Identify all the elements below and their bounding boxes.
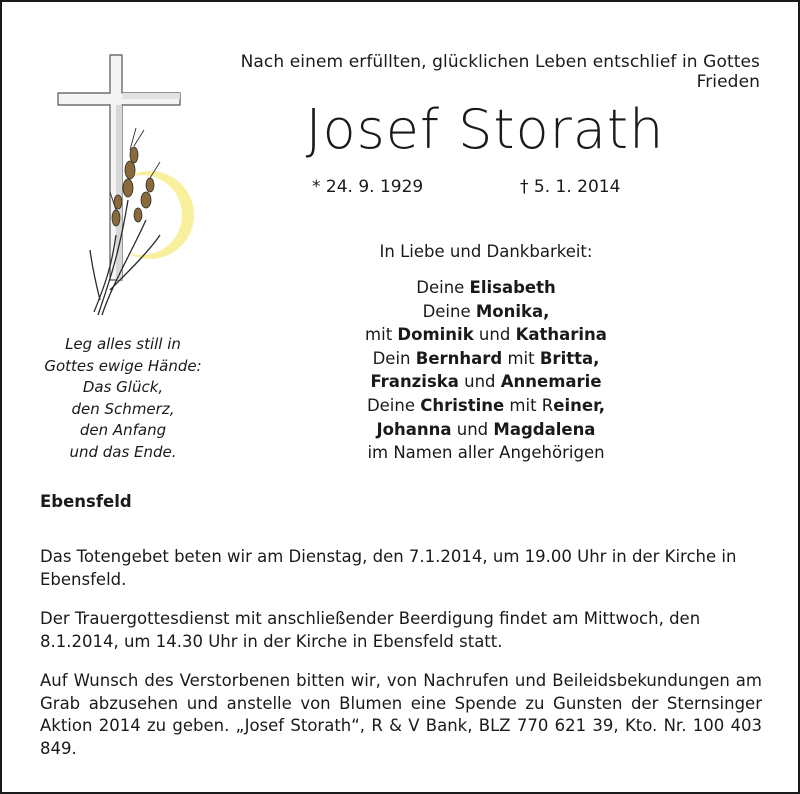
signer-line bbox=[300, 347, 672, 371]
deceased-name: Josef Storath bbox=[305, 98, 665, 161]
poem-line: Gottes ewige Hände: bbox=[44, 356, 202, 375]
intro-text: Nach einem erfüllten, glücklichen Leben entschlief in Gottes Frieden bbox=[240, 52, 760, 92]
signer-line bbox=[300, 418, 672, 442]
signer-connector: mit R bbox=[504, 395, 554, 415]
signers-list bbox=[300, 276, 672, 465]
signer-name: Christine bbox=[420, 395, 505, 415]
thanks-intro: In Liebe und Dankbarkeit: bbox=[379, 242, 593, 261]
signer-prefix: Deine bbox=[422, 301, 476, 321]
signer-name: Elisabeth bbox=[469, 278, 556, 297]
place-name: Ebensfeld bbox=[40, 492, 132, 511]
signer-prefix: Dein bbox=[372, 348, 416, 368]
poem-line: Das Glück, bbox=[82, 378, 164, 396]
signer-line bbox=[300, 370, 672, 394]
signer-prefix: Deine bbox=[366, 395, 421, 415]
signer-name: Annemarie bbox=[500, 372, 602, 392]
signer-line bbox=[300, 276, 672, 300]
signer-connector: mit bbox=[502, 348, 540, 368]
prayer-paragraph: Das Totengebet beten wir am Dienstag, den 7.1.2014, um 19.00 Uhr in der Kirche in Ebensfeld. bbox=[40, 547, 737, 589]
signer-line bbox=[300, 323, 672, 347]
poem bbox=[28, 334, 218, 463]
poem-line: den Schmerz, bbox=[71, 399, 175, 418]
poem-line: und das Ende. bbox=[69, 442, 177, 461]
death-date: † 5. 1. 2014 bbox=[520, 177, 621, 197]
service-paragraph: Der Trauergottesdienst mit anschließender Beerdigung findet am Mittwoch, den 8.1.2014, um 14.30 Uhr in der Kirche in Ebensfeld statt. bbox=[40, 609, 701, 651]
signer-connector: und bbox=[473, 325, 516, 345]
donation-paragraph: Auf Wunsch des Verstorbenen bitten wir, von Nachrufen und Beileidsbekundungen am Grab abzusehen und anstelle von Blumen eine Spende zu Gunsten der Sternsinger Aktion 2014 zu geben. „Josef Storath“, R & V Bank, BLZ 770 621 39, Kto. Nr. 100 403 849. bbox=[40, 671, 762, 758]
signer-name: Britta, bbox=[539, 348, 600, 368]
signer-name: Johanna bbox=[376, 419, 452, 439]
signer-closing: im Namen aller Angehörigen bbox=[367, 443, 605, 463]
signer-connector: und bbox=[451, 419, 494, 439]
signer-name: Bernhard bbox=[415, 348, 503, 368]
signer-name: einer, bbox=[553, 395, 606, 415]
poem-line: Leg alles still in bbox=[65, 335, 181, 353]
cross-with-wheat-and-sun-icon bbox=[50, 50, 210, 320]
signer-connector: und bbox=[458, 372, 501, 392]
signer-prefix: Deine bbox=[416, 278, 470, 297]
signer-name: Katharina bbox=[515, 325, 607, 345]
birth-date: * 24. 9. 1929 bbox=[312, 177, 424, 197]
signer-name: Magdalena bbox=[493, 419, 596, 439]
signer-line bbox=[300, 300, 672, 324]
signer-line bbox=[300, 394, 672, 418]
signer-name: Dominik bbox=[397, 325, 474, 345]
signer-name: Monika, bbox=[475, 301, 550, 321]
signer-prefix: mit bbox=[365, 325, 398, 345]
poem-line: den Anfang bbox=[79, 421, 167, 439]
signer-name: Franziska bbox=[370, 372, 459, 392]
